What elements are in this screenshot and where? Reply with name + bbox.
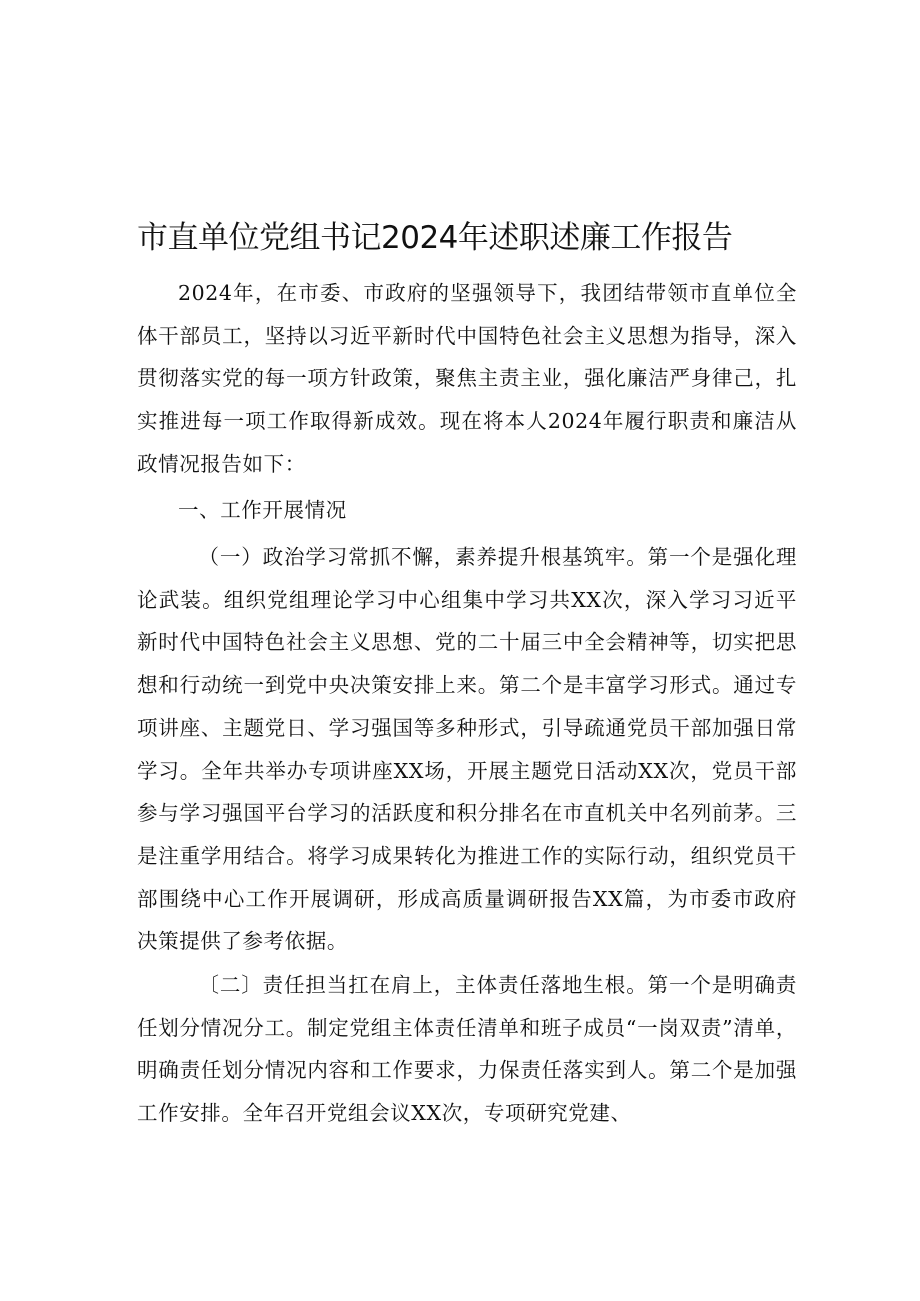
document-title: 市直单位党组书记2024年述职述廉工作报告 [137,220,733,256]
intro-paragraph: 2024年，在市委、市政府的坚强领导下，我团结带领市直单位全体干部员工，坚持以习近平新时代中国特色社会主义思想为指导，深入贯彻落实党的每一项方针政策，聚焦主责主业，强化廉洁严身律己，扎实推进每一项工作取得新成效。现在将本人2024年履行职责和廉洁从政情况报告如下： [137,281,797,476]
section-1-paragraph: （一）政治学习常抓不懈，素养提升根基筑牢。第一个是强化理论武装。组织党组理论学习中心组集中学习共XX次，深入学习习近平新时代中国特色社会主义思想、党的二十届三中全会精神等，切实把思想和行动统一到党中央决策安排上来。第二个是丰富学习形式。通过专项讲座、主题党日、学习强国等多种形式，引导疏通党员干部加强日常学习。全年共举办专项讲座XX场，开展主题党日活动XX次，党员干部参与学习强国平台学习的活跃度和积分排名在市直机关中名列前茅。三是注重学用结合。将学习成果转化为推进工作的实际行动，组织党员干部围绕中心工作开展调研，形成高质量调研报告XX篇，为市委市政府决策提供了参考依据。 [137,545,797,954]
section-heading: 一、工作开展情况 [178,498,347,522]
section-2-paragraph: 〔二〕责任担当扛在肩上，主体责任落地生根。第一个是明确责任划分情况分工。制定党组主体责任清单和班子成员“一岗双责”清单，明确责任划分情况内容和工作要求，力保责任落实到人。第二个是加强工作安排。全年召开党组会议XX次，专项研究党建、 [137,973,797,1126]
